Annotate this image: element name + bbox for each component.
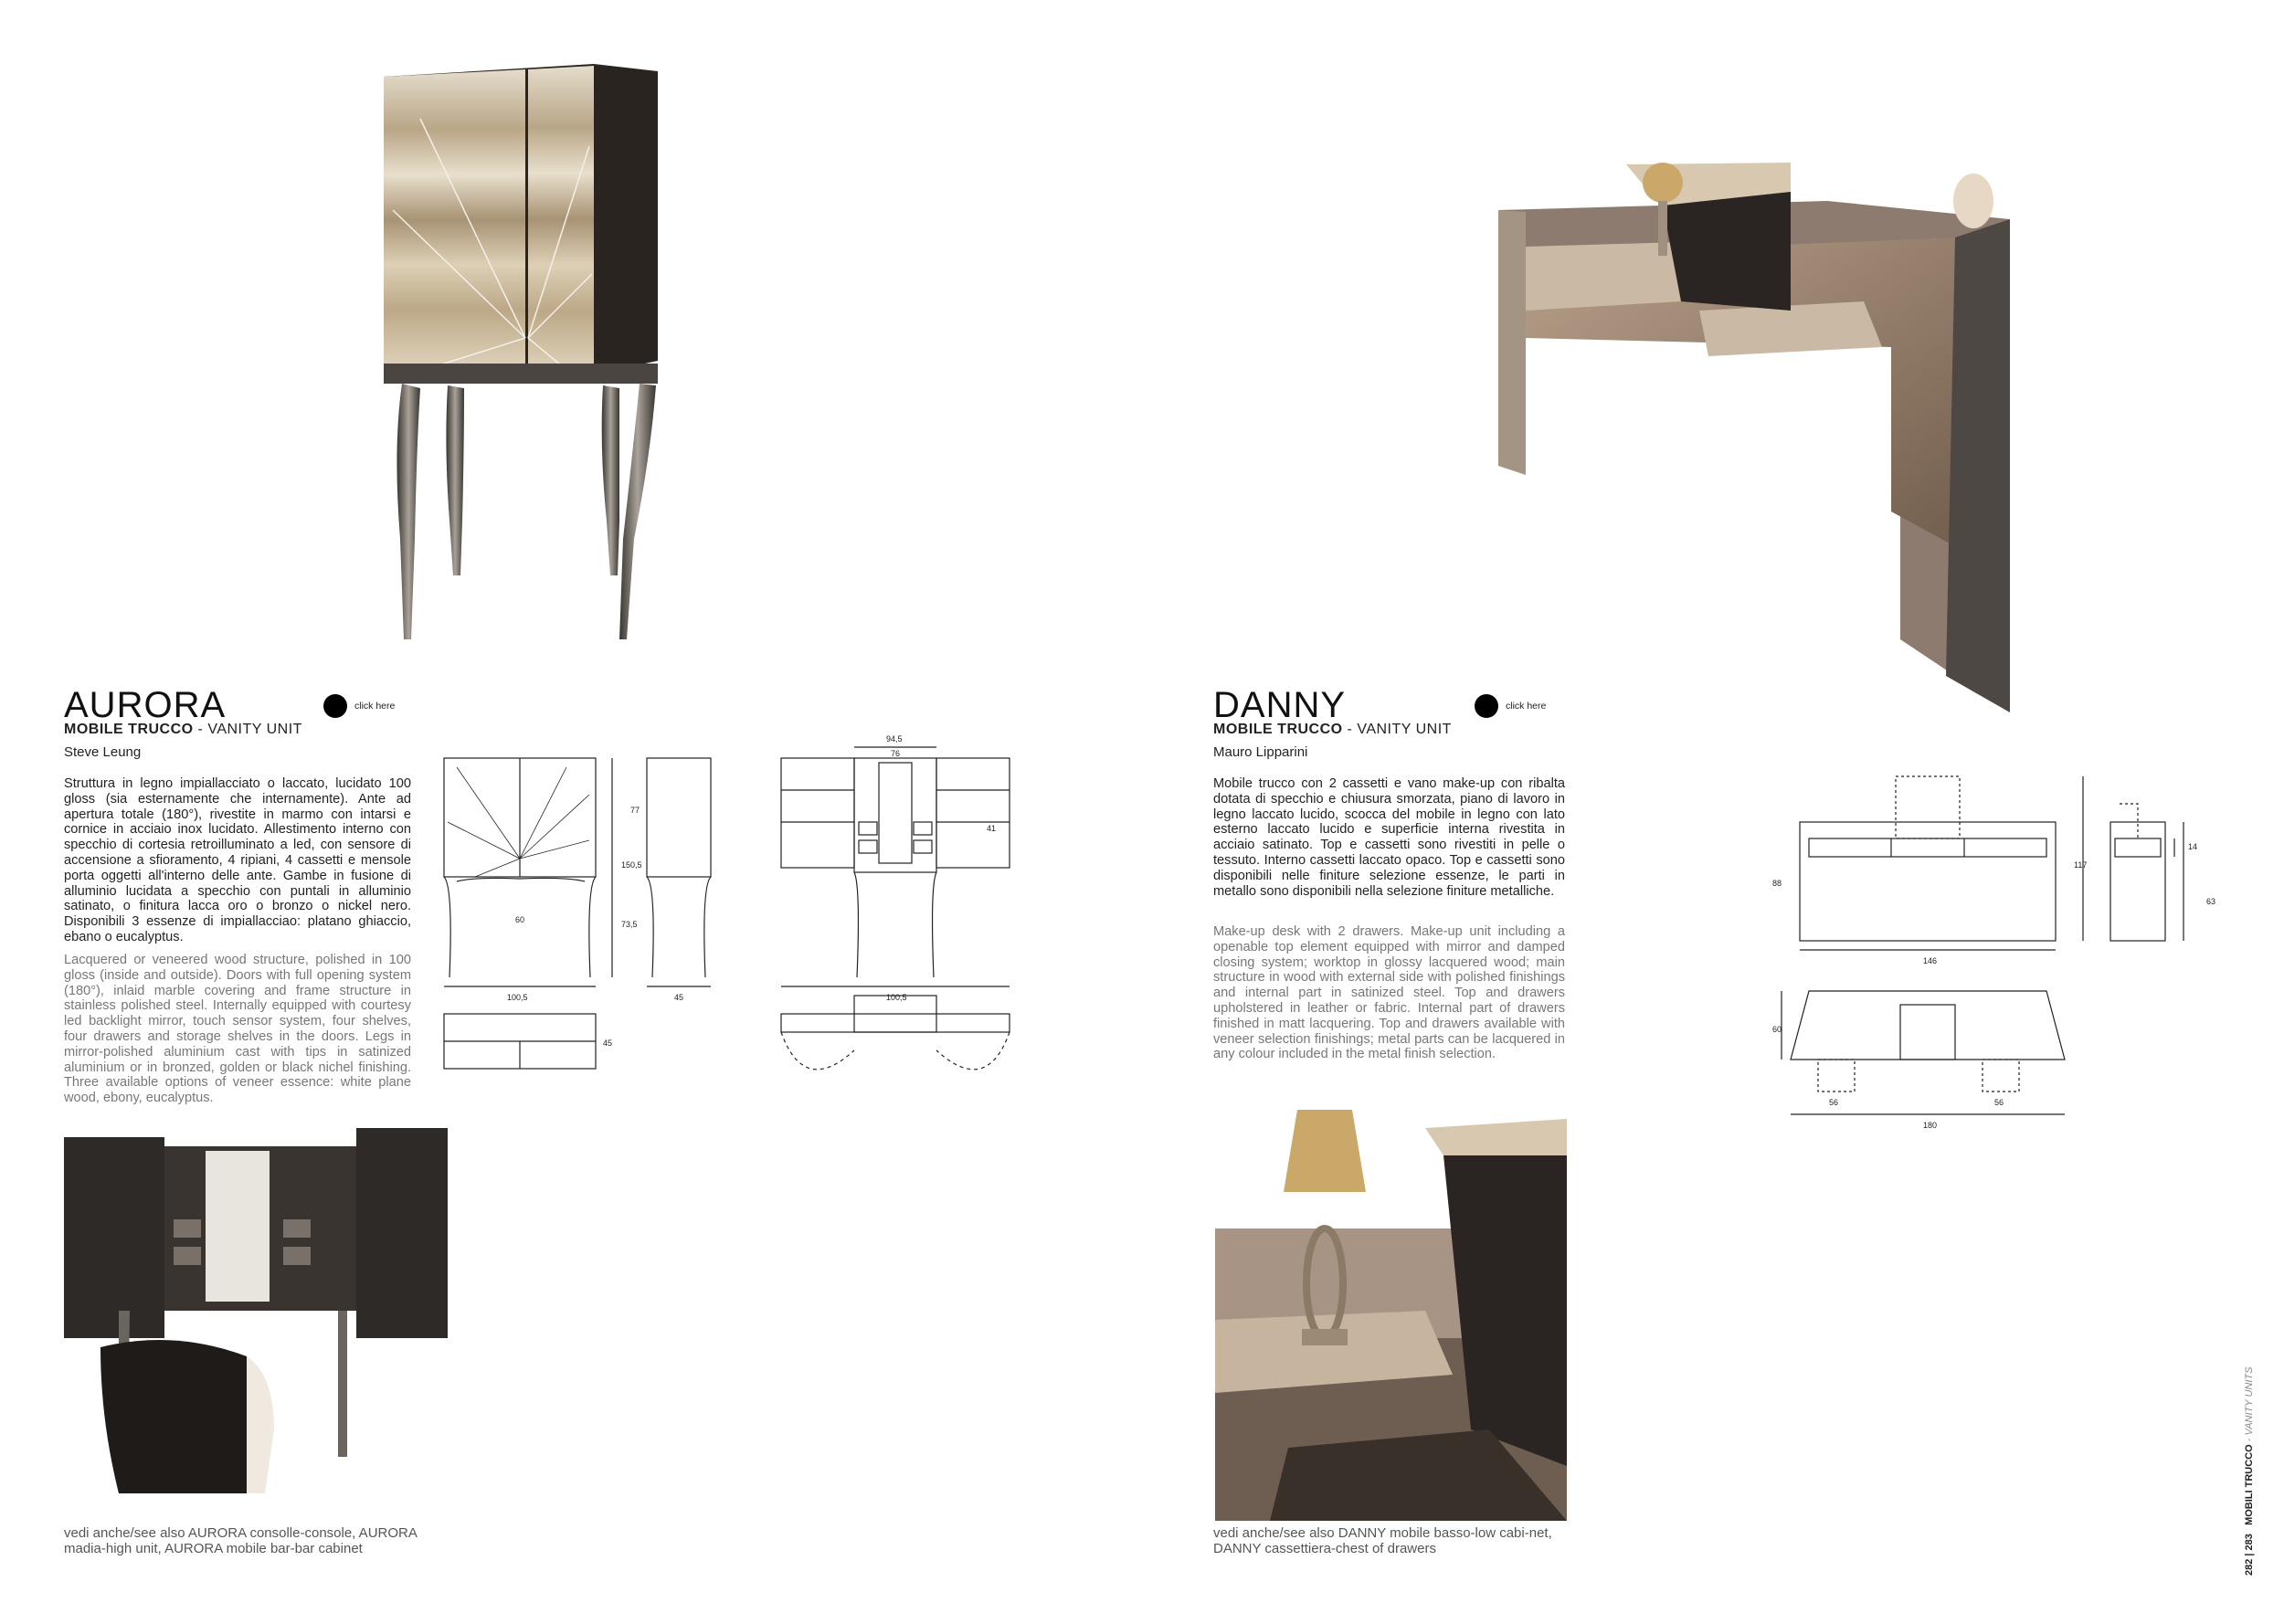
danny-subtitle-bold: MOBILE TRUCCO bbox=[1213, 722, 1343, 737]
dim-danny-180: 180 bbox=[1923, 1121, 1938, 1130]
dim-aurora-60: 60 bbox=[515, 915, 525, 924]
danny-see-also: vedi anche/see also DANNY mobile basso-low cabi-net, DANNY cassettiera-chest of drawers bbox=[1213, 1525, 1552, 1556]
dim-aurora-45b: 45 bbox=[603, 1039, 613, 1048]
aurora-see-also: vedi anche/see also AURORA consolle-console, AURORA madia-high unit, AURORA mobile bar-bar cabinet bbox=[64, 1525, 418, 1556]
danny-title: DANNY bbox=[1213, 685, 1347, 725]
danny-description-en: Make-up desk with 2 drawers. Make-up unit including a openable top element equipped with mirror and damped closing system; worktop in glossy lacquered wood; main structure in wood with external side with polished finishings and internal part in satinized steel. Top and drawers upholstered in leather or fabric. Internal part of drawers finished in matt lacquering. Top and drawers available with veneer selection finishings; metal parts can be lacquered in any colour included in the metal finish selection. bbox=[1213, 924, 1565, 1062]
dim-danny-60: 60 bbox=[1772, 1025, 1782, 1034]
dim-aurora-100-5b: 100,5 bbox=[886, 993, 907, 1002]
dim-aurora-45a: 45 bbox=[674, 993, 684, 1002]
dim-danny-117: 117 bbox=[2074, 860, 2088, 870]
danny-designer: Mauro Lipparini bbox=[1213, 744, 1308, 760]
danny-click-label: click here bbox=[1506, 701, 1547, 712]
dim-danny-146: 146 bbox=[1923, 956, 1938, 965]
aurora-title: AURORA bbox=[64, 685, 227, 725]
danny-technical-drawing bbox=[1772, 767, 2247, 1151]
dim-danny-56b: 56 bbox=[1994, 1098, 2004, 1107]
click-dot-icon bbox=[1475, 694, 1498, 718]
aurora-description-it: Struttura in legno impiallacciato o laccato, lucidato 100 gloss (sia esternamente che internamente). Ante ad apertura totale (180°), rivestite in marmo con intarsi e cornice in acciaio inox lucidato. Allestimento interno con specchio di cortesia retroilluminato a led, con sensore di accensione a sfioramento, 4 ripiani, 4 cassetti e mensole porta oggetti all'interno delle ante. Gambe in fusione di alluminio lucidata a specchio con puntali in alluminio satinato, o finitura lacca oro o bronzo o nickel nero. Disponibili 3 essenze di impiallacciao: platano ghiaccio, ebano o eucalyptus. bbox=[64, 776, 411, 944]
section-name: MOBILI TRUCCO bbox=[2244, 1444, 2255, 1525]
aurora-click-here-link[interactable] bbox=[323, 694, 395, 718]
dim-aurora-41: 41 bbox=[987, 824, 997, 833]
aurora-click-label: click here bbox=[354, 701, 396, 712]
danny-description-it: Mobile trucco con 2 cassetti e vano make-up con ribalta dotata di specchio e chiusura smorzata, piano di lavoro in legno laccato lucido, scocca del mobile in legno con lato esterno laccato lucido e superficie interna rivestita in acciaio satinato. Top e cassetti sono rivestiti in pelle o tessuto. Interno cassetti laccato opaco. Top e cassetti sono disponibili nelle finiture selezione essenze, le parti in metallo sono disponibili nella selezione finiture metalliche. bbox=[1213, 776, 1565, 899]
dim-danny-63: 63 bbox=[2206, 897, 2216, 906]
dim-aurora-73-5: 73,5 bbox=[621, 920, 638, 929]
page-footer bbox=[2244, 1367, 2255, 1576]
danny-detail-photo bbox=[1215, 1101, 1567, 1521]
dim-danny-88: 88 bbox=[1772, 879, 1782, 888]
danny-subtitle-light: - VANITY UNIT bbox=[1342, 722, 1452, 737]
dim-danny-14: 14 bbox=[2188, 842, 2198, 851]
danny-vanity-photo bbox=[1498, 128, 2065, 712]
dim-aurora-76: 76 bbox=[891, 749, 901, 758]
aurora-cabinet-photo bbox=[384, 64, 685, 649]
aurora-subtitle-bold: MOBILE TRUCCO bbox=[64, 722, 194, 737]
dim-aurora-150-5: 150,5 bbox=[621, 860, 642, 870]
click-dot-icon bbox=[323, 694, 347, 718]
aurora-technical-drawing bbox=[439, 731, 1096, 1151]
dim-aurora-94-5: 94,5 bbox=[886, 734, 903, 743]
danny-click-here-link[interactable] bbox=[1475, 694, 1546, 718]
aurora-description-en: Lacquered or veneered wood structure, polished in 100 gloss (inside and outside). Doors with full opening system (180°), inlaid marble covering and frame structure in stainless polished steel. Internally equipped with courtesy led backlight mirror, touch sensor system, four shelves, four drawers and storage shelves in the doors. Legs in mirror-polished aluminium cast with tips in satinized aluminium or in bronzed, golden or black nichel finishing. Three available options of veneer essence: white plane wood, ebony, eucalyptus. bbox=[64, 953, 411, 1106]
dim-aurora-77: 77 bbox=[630, 806, 640, 815]
section-name-en: - VANITY UNITS bbox=[2244, 1366, 2255, 1445]
aurora-subtitle-light: - VANITY UNIT bbox=[193, 722, 302, 737]
aurora-open-cabinet-photo bbox=[64, 1128, 448, 1512]
page-numbers: 282 | 283 bbox=[2244, 1534, 2255, 1576]
danny-subtitle bbox=[1213, 722, 1452, 738]
aurora-subtitle bbox=[64, 722, 302, 738]
dim-danny-56a: 56 bbox=[1829, 1098, 1839, 1107]
dim-aurora-100-5: 100,5 bbox=[507, 993, 528, 1002]
aurora-designer: Steve Leung bbox=[64, 744, 142, 760]
